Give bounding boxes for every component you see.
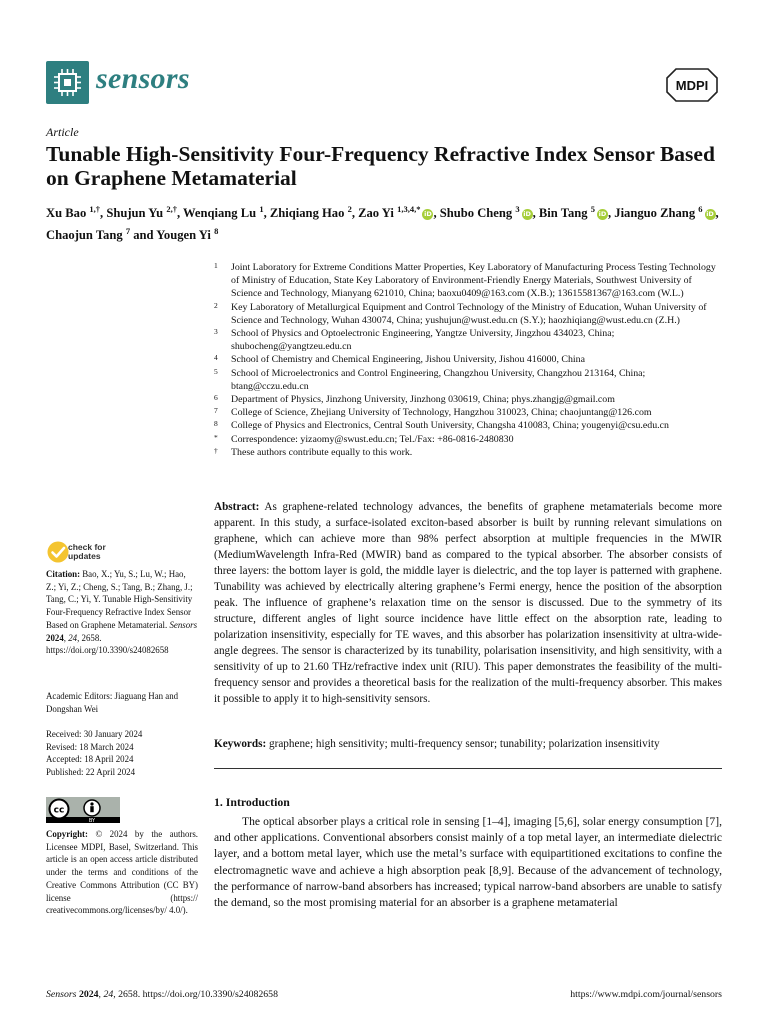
affiliation-text: School of Microelectronics and Control Engineering, Changzhou University, Changzhou 213164, China; btang@cczu.edu.cn: [231, 367, 646, 392]
dates-block: [46, 728, 198, 779]
journal-logo-icon: [46, 61, 89, 104]
date-published: Published: 22 April 2024: [46, 767, 136, 778]
keywords: Keywords: graphene; high sensitivity; multi-frequency sensor; tunability; polarization insensitivity: [214, 738, 660, 750]
author-name: Xu Bao: [46, 206, 90, 221]
date-revised: Revised: 18 March 2024: [46, 741, 134, 752]
publisher-name: MDPI: [675, 78, 709, 93]
affiliation-item: [214, 446, 724, 459]
introduction-text: The optical absorber plays a critical role in sensing [1–4], imaging [5,6], solar energy consumption [7], and other applications. Conventional absorbers consist mainly of a top metal layer, an intermediate dielectric layer, and a bottom metal layer, which use the metal’s surface with equipartitioned excitations to confine the electromagnetic wave and achieve a high absorption peak [8,9]. Because of the advancement of technology, the performance of narrow-band absorbers has increased; typical narrow-band absorbers are unable to satisfy the demand, so the most promising material for an absorber is a graphene metamaterial: [214, 815, 722, 910]
affiliation-number: 7: [214, 406, 218, 416]
affiliation-text: Correspondence: yizaomy@swust.edu.cn; Tel./Fax: +86-0816-2480830: [231, 433, 514, 445]
cc-by-license-icon[interactable]: [46, 797, 120, 823]
divider: [214, 768, 722, 769]
author-affiliation-marker: 5: [590, 204, 595, 214]
author-affiliation-marker: 1,3,4,*: [397, 204, 421, 214]
orcid-icon[interactable]: iD: [706, 209, 714, 218]
affiliation-text: Department of Physics, Jinzhong University, Jinzhong 030619, China; phys.zhangjg@gmail.com: [231, 394, 615, 406]
affiliation-item: [214, 419, 724, 432]
journal-name: sensors: [96, 62, 190, 95]
article-type: Article: [46, 125, 79, 139]
affiliation-item: [214, 393, 724, 406]
orcid-icon[interactable]: iD: [598, 209, 607, 218]
abstract: Abstract: As graphene-related technology advances, the benefits of graphene metamaterials become more apparent. In this study, a surface-isolated exciton-based absorber is built by running relevant simulations on graphene, which can achieve more than 98% perfect absorption at multiple frequencies in the MWIR (MediumWavelength Infra-Red (MWIR) band as compared to the typical absorber. The absorber consists of three layers: the bottom layer is gold, the middle layer is dielectric, and the top layer is patterned with graphene. Tunability was achieved by electrically altering graphene’s Fermi energy, hence the position of the absorption peak. The influence of graphene’s relaxation time on the sensor is discussed. Due to the symmetry of its structure, different angles of light source incidence have little effect on the absorption rate, leading to polarization insensitivity, especially for TE waves, and this absorber has polarization insensitivity at ultra-wide-angle degrees. The sensor is characterized by its tunability, polarisation insensitivity, and high sensitivity, with a sensitivity of up to 21.60 THz/refractive index unit (RIU). This paper demonstrates the feasibility of the multi-frequency sensor and provides a theoretical basis for the realization of the multi-frequency absorber. This makes it possible to apply it to high-sensitivity sensors.: [214, 501, 722, 705]
affiliation-text: College of Physics and Electronics, Central South University, Changsha 410083, China; yougenyi@csu.edu.cn: [231, 420, 669, 432]
author-name: Zao Yi: [358, 206, 398, 221]
affiliation-number: 5: [214, 366, 218, 376]
author-name: Yougen Yi: [156, 227, 215, 242]
check-updates-icon: [46, 540, 70, 564]
affiliation-text: Joint Laboratory for Extreme Conditions Matter Properties, Key Laboratory of Manufacturing Process Testing Technology of Ministry of Education, State Key Laboratory of Environment-Friendly Energy Materials, Southwest University of Science and Technology, Mianyang 621010, China; baoxu0409@163.com (X.B.); 13615581367@163.com (W.L.): [231, 262, 716, 300]
paper-title: Tunable High-Sensitivity Four-Frequency Refractive Index Sensor Based on Graphene Metamaterial: [46, 142, 715, 190]
affiliation-number: 3: [214, 327, 218, 337]
affiliation-number: †: [214, 445, 218, 455]
author-affiliation-marker: 7: [125, 225, 131, 236]
check-for-updates-label: check for updates: [68, 542, 106, 561]
svg-text:BY: BY: [88, 818, 96, 823]
author-affiliation-marker: 1: [259, 204, 264, 214]
author-name: Jianguo Zhang: [614, 206, 699, 221]
citation-block: Citation: Bao, X.; Yu, S.; Lu, W.; Hao, Z.; Yi, Z.; Cheng, S.; Tang, B.; Zhang, J.; Tang, C.; Yi, Y. Tunable High-Sensitivity Four-Frequency Refractive Index Sensor Based on Graphene Metamaterial. Sensors 2024, 24, 2658. https://doi.org/10.3390/s24082658: [46, 569, 198, 656]
orcid-icon[interactable]: iD: [523, 209, 531, 218]
affiliation-number: 1: [214, 261, 218, 270]
affiliation-text: College of Science, Zhejiang University of Technology, Hangzhou 310023, China; chaojuntang@126.com: [231, 407, 652, 419]
orcid-icon[interactable]: iD: [424, 209, 432, 218]
author-affiliation-marker: 1,†: [89, 204, 101, 214]
author-affiliation-marker: 2,†: [166, 204, 177, 214]
affiliation-number: 2: [214, 300, 218, 310]
publisher-logo: [666, 68, 718, 102]
author-name: Wenqiang Lu: [183, 206, 260, 221]
affiliation-item: [214, 406, 724, 419]
affiliation-text: These authors contribute equally to this work.: [231, 446, 413, 458]
affiliation-text: School of Physics and Optoelectronic Engineering, Yangtze University, Jingzhou 434023, China; shubocheng@yangtzeu.edu.cn: [231, 328, 615, 353]
affiliation-number: 4: [214, 353, 218, 363]
author-name: Bin Tang: [538, 206, 591, 221]
author-list: Xu Bao $^{1,\dagger}$, Shujun Yu $^{2,\dagger}$, Wenqiang Lu $^1$, Zhiqiang Hao $^2$, Zao Yi $^{1,3,4,*}$ iD , Shubo Cheng $^3$ iD , Bin Tang $^5$ iD , Jianguo Zhang $^6$ iD , Chaojun Tang $^7$ and Yougen Yi $^8$: [46, 204, 719, 242]
author-affiliation-marker: 3: [515, 204, 520, 214]
affiliation-item: [214, 327, 724, 353]
affiliation-item: [214, 367, 724, 393]
affiliation-text: School of Chemistry and Chemical Engineering, Jishou University, Jishou 416000, China: [231, 354, 585, 366]
author-name: Shujun Yu: [106, 206, 167, 221]
affiliation-item: [214, 301, 724, 327]
date-received: Received: 30 January 2024: [46, 729, 143, 739]
footer-journal-link[interactable]: https://www.mdpi.com/journal/sensors: [570, 989, 722, 1000]
affiliation-item: [214, 353, 724, 366]
affiliation-number: 6: [214, 393, 218, 403]
affiliation-number: 8: [214, 419, 218, 429]
academic-editors: Academic Editors: Jiaguang Han and Dongshan Wei: [46, 691, 179, 714]
author-name: Zhiqiang Hao: [269, 206, 348, 221]
affiliation-text: Key Laboratory of Metallurgical Equipment and Control Technology of the Ministry of Education, Wuhan University of Science and Technology, Wuhan 430074, China; yushujun@wust.edu.cn (S.Y.); haozhiqiang@wust.edu.cn (Z.H.): [231, 301, 707, 326]
author-affiliation-marker: 6: [698, 204, 703, 214]
author-name: Shubo Cheng: [439, 206, 516, 221]
affiliation-item: [214, 261, 724, 301]
author-affiliation-marker: 2: [347, 204, 352, 214]
affiliation-number: *: [214, 432, 218, 442]
svg-text:cc: cc: [53, 805, 65, 816]
section-heading: 1. Introduction: [214, 795, 290, 809]
footer-citation: Sensors 2024, 24, 2658. https://doi.org/10.3390/s24082658: [46, 989, 278, 1000]
author-affiliation-marker: 8: [214, 225, 219, 236]
date-accepted: Accepted: 18 April 2024: [46, 754, 134, 765]
copyright-block: Copyright: © 2024 by the authors. Licensee MDPI, Basel, Switzerland. This article is an open access article distributed under the terms and conditions of the Creative Commons Attribution (CC BY) license (https:// creativecommons.org/licenses/by/ 4.0/).: [46, 829, 199, 916]
affiliation-item: [214, 433, 724, 446]
affiliations: [214, 261, 724, 459]
author-name: Chaojun Tang: [46, 227, 126, 242]
